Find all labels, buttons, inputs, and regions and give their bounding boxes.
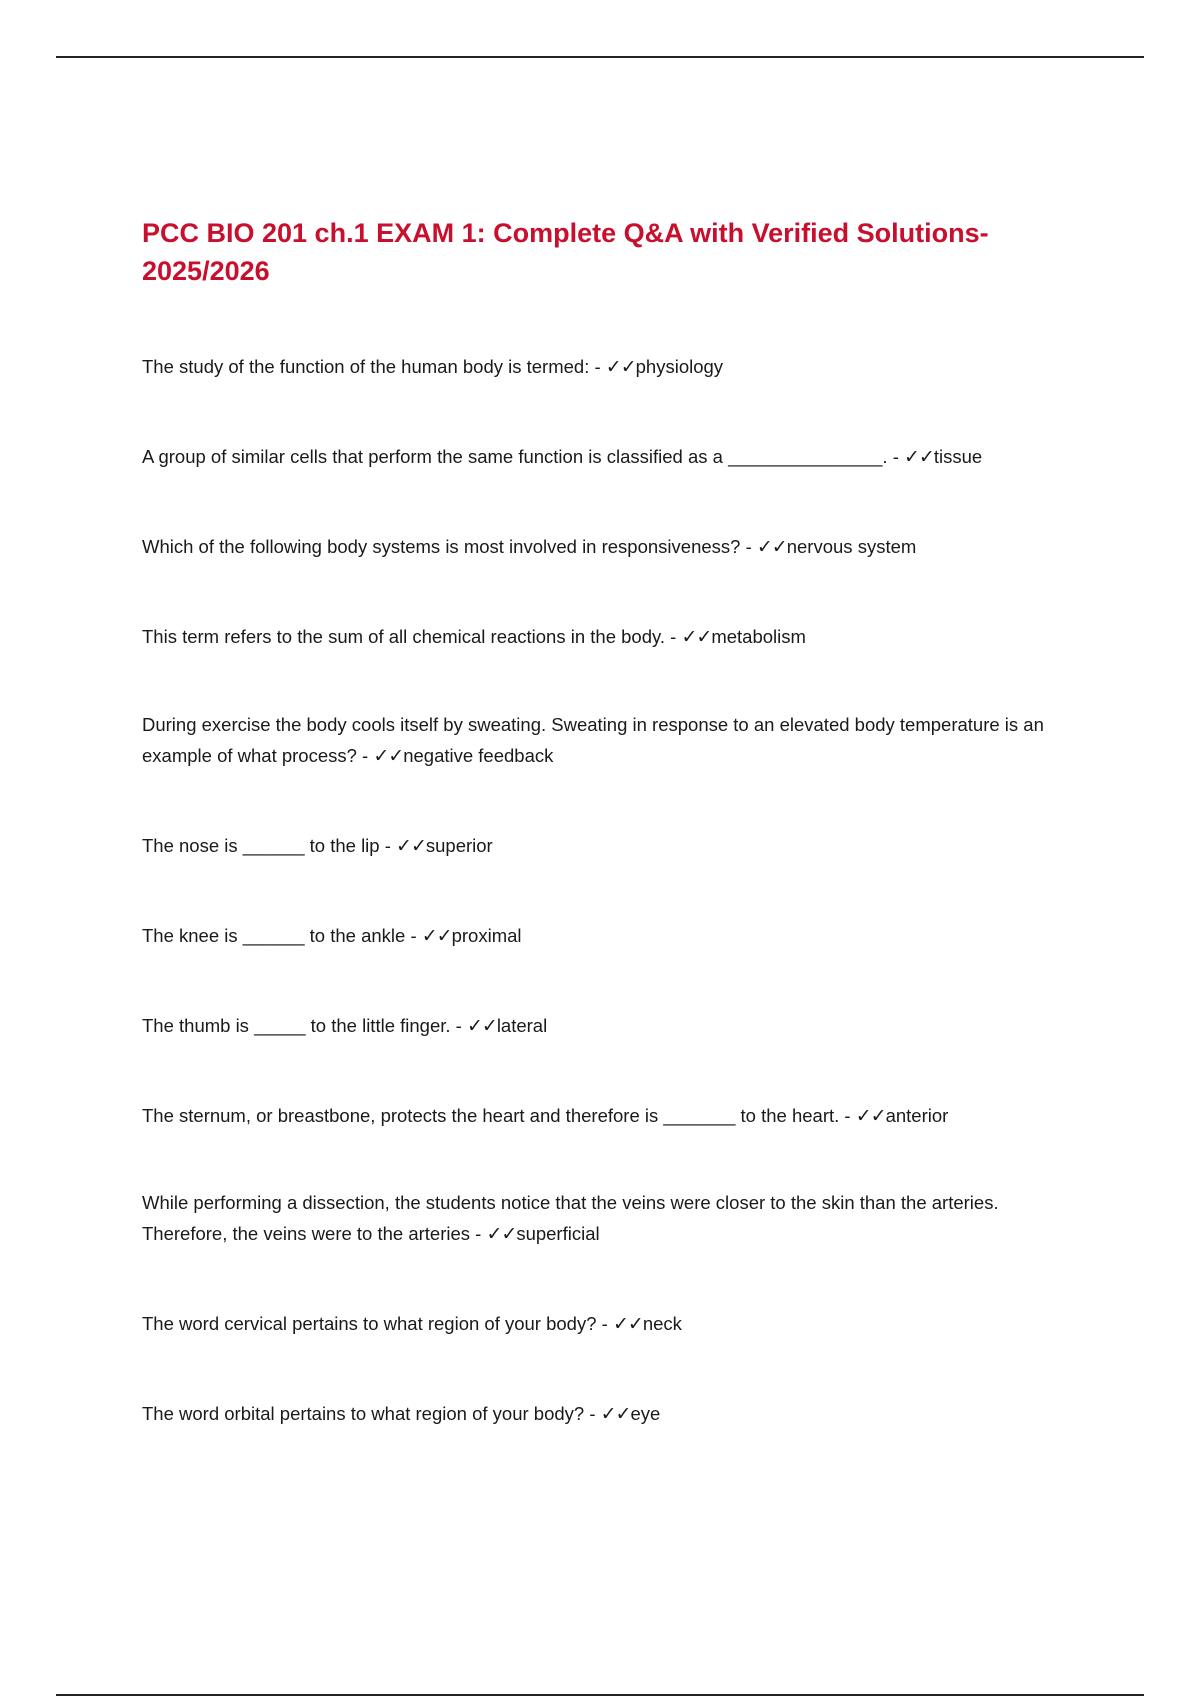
- check-mark-icon: ✓✓: [612, 1313, 643, 1335]
- answer-text: nervous system: [786, 536, 917, 557]
- answer-text: metabolism: [711, 626, 806, 647]
- answer-text: negative feedback: [403, 745, 554, 766]
- question-text: The word orbital pertains to what region of your body? -: [142, 1403, 596, 1424]
- question-text: This term refers to the sum of all chemical reactions in the body. -: [142, 626, 677, 647]
- answer-text: anterior: [885, 1105, 949, 1126]
- document-title: PCC BIO 201 ch.1 EXAM 1: Complete Q&A with Verified Solutions-2025/2026: [142, 218, 989, 286]
- check-mark-icon: ✓✓: [605, 356, 636, 378]
- answer-text: neck: [642, 1313, 682, 1334]
- answer-text: superficial: [516, 1223, 600, 1244]
- answer-text: tissue: [933, 446, 983, 467]
- qa-item-4: [142, 621, 1082, 653]
- check-mark-icon: ✓✓: [600, 1403, 631, 1425]
- question-text: The study of the function of the human body is termed: -: [142, 356, 601, 377]
- question-text: While performing a dissection, the students notice that the veins were closer to the skin than the arteries. Therefore, the veins were to the arteries -: [142, 1192, 999, 1244]
- answer-text: eye: [630, 1403, 661, 1424]
- check-mark-icon: ✓✓: [421, 925, 452, 947]
- check-mark-icon: ✓✓: [681, 626, 712, 648]
- qa-item-10: [142, 1187, 1082, 1250]
- check-mark-icon: ✓✓: [855, 1105, 886, 1127]
- qa-item-7: [142, 920, 1082, 952]
- check-mark-icon: ✓✓: [486, 1223, 517, 1245]
- check-mark-icon: ✓✓: [396, 835, 426, 857]
- question-text: The sternum, or breastbone, protects the heart and therefore is _______ to the heart. -: [142, 1105, 851, 1126]
- question-text: The knee is ______ to the ankle -: [142, 925, 417, 946]
- question-text: The word cervical pertains to what region of your body? -: [142, 1313, 608, 1334]
- qa-item-11: [142, 1308, 1082, 1340]
- question-text: The nose is ______ to the lip -: [142, 835, 391, 856]
- qa-item-8: [142, 1010, 1082, 1042]
- qa-item-1: [142, 351, 1082, 383]
- check-mark-icon: ✓✓: [904, 446, 934, 468]
- question-text: Which of the following body systems is most involved in responsiveness? -: [142, 536, 752, 557]
- bottom-rule: [56, 1694, 1144, 1696]
- question-text: A group of similar cells that perform the same function is classified as a _______________. -: [142, 446, 899, 467]
- top-rule: [56, 56, 1144, 58]
- qa-item-3: [142, 531, 1082, 563]
- answer-text: physiology: [635, 356, 724, 377]
- answer-text: superior: [425, 835, 493, 856]
- qa-item-12: [142, 1398, 1082, 1430]
- qa-item-2: [142, 441, 1082, 473]
- answer-text: lateral: [496, 1015, 548, 1036]
- check-mark-icon: ✓✓: [466, 1015, 497, 1037]
- answer-text: proximal: [451, 925, 522, 946]
- question-text: During exercise the body cools itself by sweating. Sweating in response to an elevated body temperature is an example of what process? -: [142, 714, 1044, 766]
- question-text: The thumb is _____ to the little finger. -: [142, 1015, 462, 1036]
- check-mark-icon: ✓✓: [373, 745, 404, 767]
- qa-item-9: [142, 1100, 1082, 1132]
- check-mark-icon: ✓✓: [756, 536, 787, 558]
- qa-item-5: [142, 709, 1082, 772]
- qa-item-6: [142, 830, 1082, 862]
